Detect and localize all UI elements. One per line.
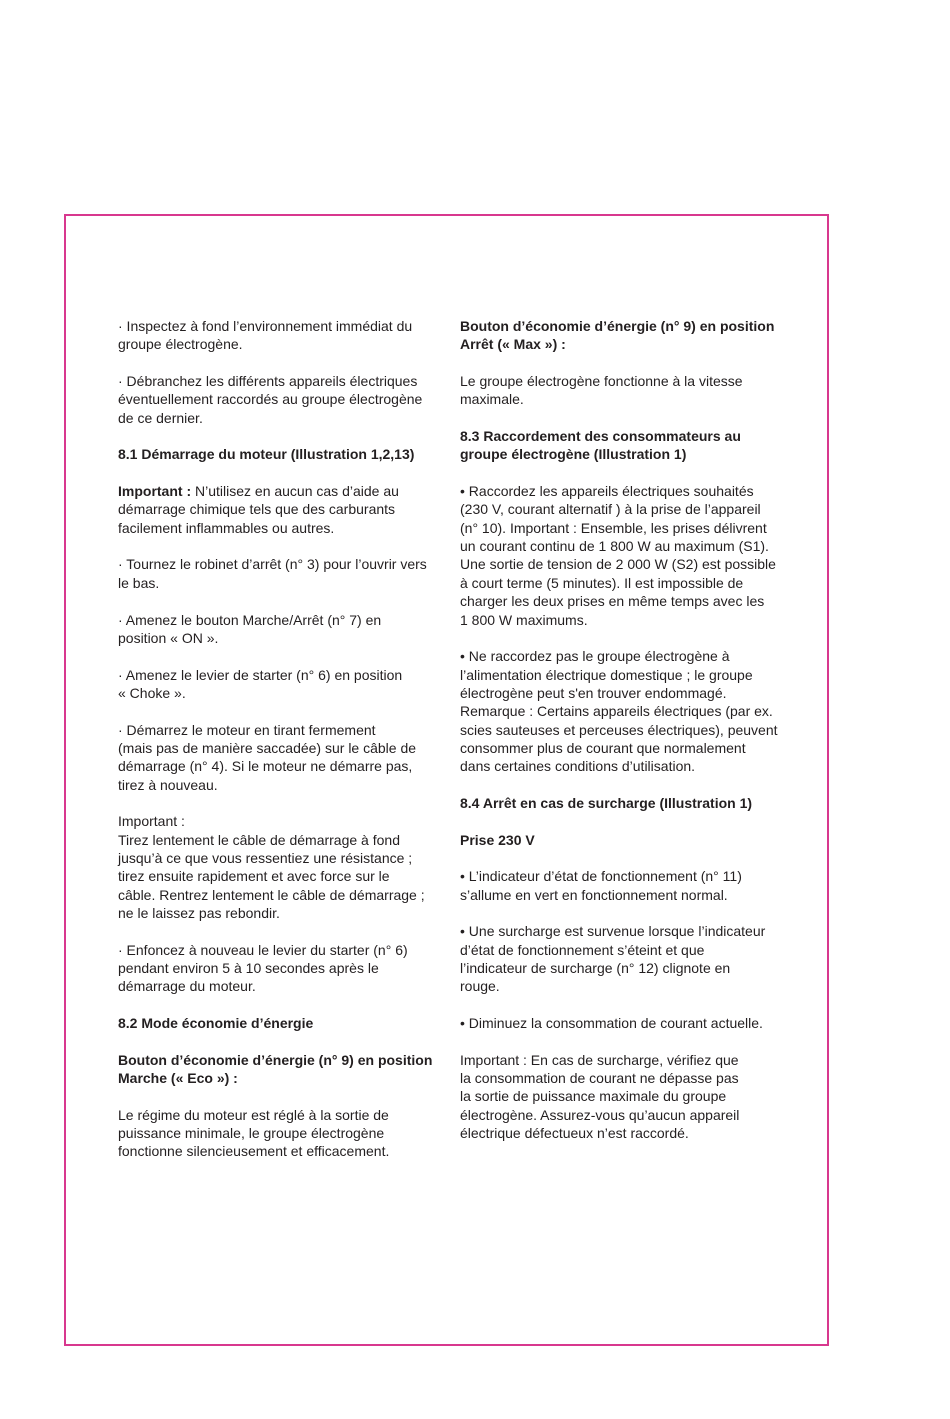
important-text: N’utilisez en aucun cas d’aide au démarrage chimique tels que des carburants facilement inflammables ou autres. [118,483,399,536]
paragraph-starter-lever: · Enfoncez à nouveau le levier du starter (n° 6) pendant environ 5 à 10 secondes après le démarrage du moteur. [118,941,408,995]
paragraph-reduce-consumption: • Diminuez la consommation de courant actuelle. [460,1015,763,1032]
right-column [460,317,790,1161]
paragraph-on-off: · Amenez le bouton Marche/Arrêt (n° 7) en position « ON ». [118,611,382,646]
paragraph-important-chemical [118,482,448,537]
paragraph-pull-cord: · Démarrez le moteur en tirant fermement (mais pas de manière saccadée) sur le câble de démarrage (n° 4). Si le moteur ne démarre pas, tirez à nouveau. [118,721,417,793]
left-column [118,317,448,1179]
heading-overload: 8.4 Arrêt en cas de surcharge (Illustration 1) [460,794,753,811]
heading-connect-consumers: 8.3 Raccordement des consommateurs au groupe électrogène (Illustration 1) [460,428,741,463]
paragraph-connect-devices: • Raccordez les appareils électriques souhaités (230 V, courant alternatif ) à la prise de l’appareil (n° 10). Important : Ensemble, les prises délivrent un courant continu de 1 800 W au maximum (S1). Une sortie de tension de 2 000 W (S2) est possible à court terme (5 minutes). Il est impossible de charger les deux prises en même temps avec les 1 800 W maximums. [460,483,776,628]
heading-eco-off: Bouton d’économie d’énergie (n° 9) en position Arrêt (« Max ») : [460,318,775,353]
important-label: Important : [118,483,192,500]
heading-eco-mode: 8.2 Mode économie d’énergie [118,1015,314,1032]
paragraph-max-speed: Le groupe électrogène fonctionne à la vitesse maximale. [460,373,743,408]
paragraph-unplug: · Débranchez les différents appareils électriques éventuellement raccordés au groupe électrogène de ce dernier. [118,373,423,426]
paragraph-status-green: • L’indicateur d’état de fonctionnement (n° 11) s’allume en vert en fonctionnement normal. [460,868,742,903]
paragraph-fuel-valve: · Tournez le robinet d’arrêt (n° 3) pour l’ouvrir vers le bas. [118,556,427,591]
paragraph-eco-description: Le régime du moteur est réglé à la sortie de puissance minimale, le groupe électrogène fonctionne silencieusement et efficacement. [118,1106,390,1160]
paragraph-choke: · Amenez le levier de starter (n° 6) en position « Choke ». [118,666,403,701]
heading-eco-on: Bouton d’économie d’énergie (n° 9) en position Marche (« Eco ») : [118,1051,433,1087]
paragraph-overload-indicator: • Une surcharge est survenue lorsque l’indicateur d’état de fonctionnement s’éteint et que l’indicateur de surcharge (n° 12) clignote en rouge. [460,923,766,995]
paragraph-important-overload: Important : En cas de surcharge, vérifiez que la consommation de courant ne dépasse pas la sortie de puissance maximale du groupe électrogène. Assurez-vous qu’aucun appareil électrique défectueux n’est raccordé. [460,1051,740,1142]
paragraph-no-domestic: • Ne raccordez pas le groupe électrogène à l’alimentation électrique domestique ; le groupe électrogène peut s'en trouver endommagé. Remarque : Certains appareils électriques (par ex. scies sauteuses et perceuses électriques), peuvent consommer plus de courant que normalement dans certaines conditions d’utilisation. [460,648,778,775]
paragraph-inspect: · Inspectez à fond l’environnement immédiat du groupe électrogène. [118,318,413,353]
heading-engine-start: 8.1 Démarrage du moteur (Illustration 1,2,13) [118,446,415,463]
paragraph-important-cord: Important : Tirez lentement le câble de démarrage à fond jusqu’à ce que vous ressentiez une résistance ; tirez ensuite rapidement et avec force sur le câble. Rentrez lentement le câble de démarrage ; ne le laissez pas rebondir. [118,813,425,921]
heading-socket-230v: Prise 230 V [460,831,535,848]
